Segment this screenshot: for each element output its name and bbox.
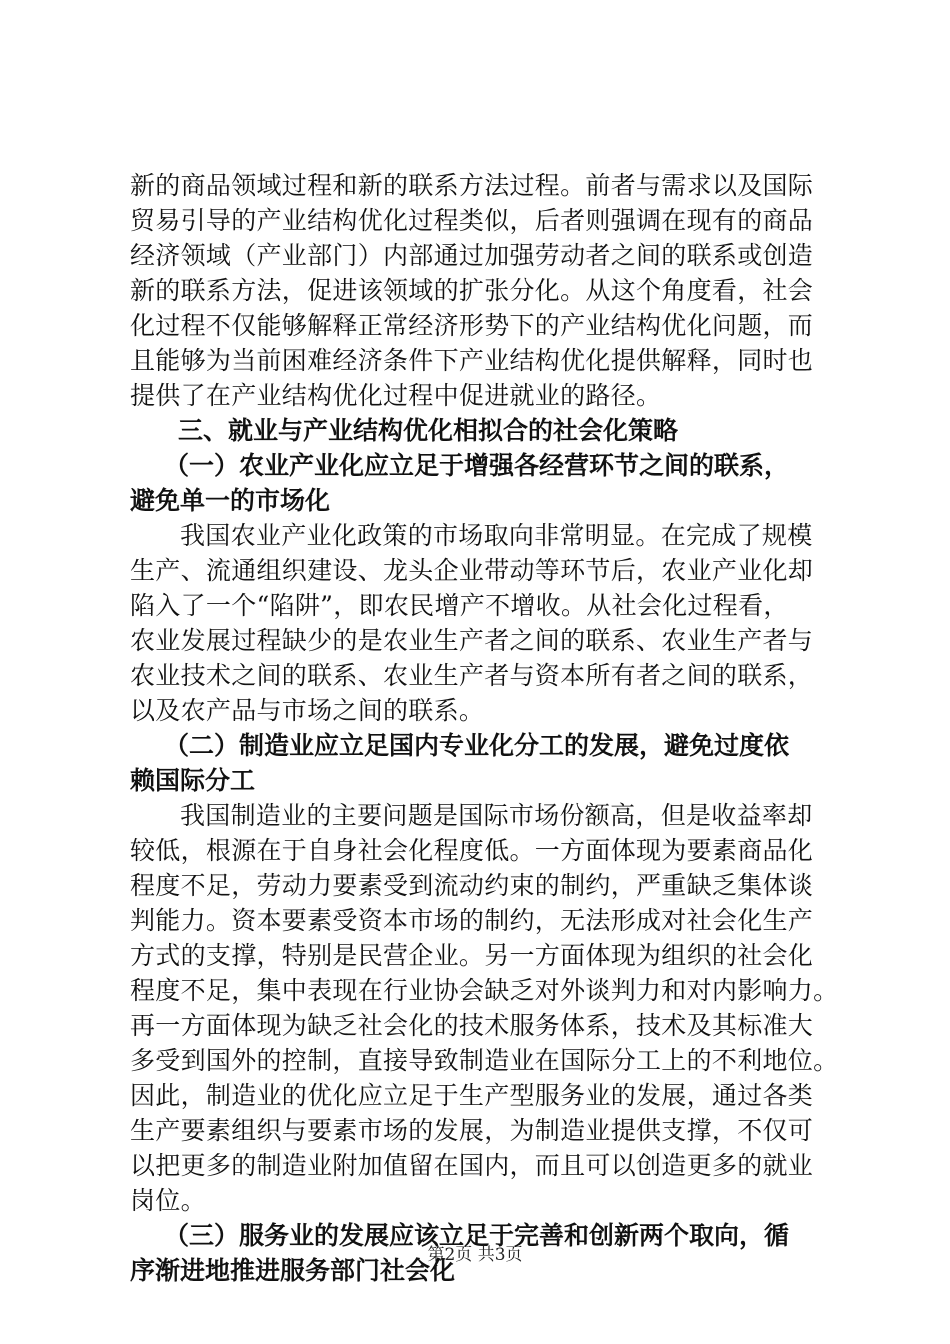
subsection-heading: （三）服务业的发展应该立足于完善和创新两个取向，循 [164,1221,790,1250]
text-line: 因此，制造业的优化应立足于生产型服务业的发展，通过各类 [130,1081,814,1110]
text-line: 我国制造业的主要问题是国际市场份额高，但是收益率却 [180,801,813,830]
subsection-heading: （二）制造业应立足国内专业化分工的发展，避免过度依 [164,731,790,760]
text-line: 以及农产品与市场之间的联系。 [130,696,485,725]
text-line: 再一方面体现为缺乏社会化的技术服务体系，技术及其标准大 [130,1011,814,1040]
text-line: 岗位。 [130,1186,206,1215]
subsection-heading: （一）农业产业化应立足于增强各经营环节之间的联系， [164,451,790,480]
text-line: 以把更多的制造业附加值留在国内，而且可以创造更多的就业 [130,1151,814,1180]
text-line: 农业技术之间的联系、农业生产者与资本所有者之间的联系， [130,661,814,690]
subsection-1 [130,448,830,728]
text-line: 判能力。资本要素受资本市场的制约，无法形成对社会化生产 [130,906,814,935]
text-line: 农业发展过程缺少的是农业生产者之间的联系、农业生产者与 [130,626,814,655]
document-body [130,168,839,1288]
text-line: 程度不足，劳动力要素受到流动约束的制约，严重缺乏集体谈 [130,871,814,900]
text-line: 新的商品领域过程和新的联系方法过程。前者与需求以及国际 [130,171,814,200]
subsection-2 [130,728,839,1218]
subsection-heading-cont: 避免单一的市场化 [130,486,331,515]
text-line: 较低，根源在于自身社会化程度低。一方面体现为要素商品化 [130,836,814,865]
text-line: 陷入了一个“陷阱”，即农民增产不增收。从社会化过程看， [130,591,789,620]
text-line: 化过程不仅能够解释正常经济形势下的产业结构优化问题，而 [130,311,814,340]
intro-paragraph [130,168,830,413]
subsection-heading-cont: 赖国际分工 [130,766,256,795]
text-line: 经济领域（产业部门）内部通过加强劳动者之间的联系或创造 [130,241,814,270]
section-heading: 三、就业与产业结构优化相拟合的社会化策略 [178,416,679,445]
text-line: 提供了在产业结构优化过程中促进就业的路径。 [130,381,662,410]
page-footer: 第2页 共3页 [427,1245,523,1265]
subsection-heading-cont: 序渐进地推进服务部门社会化 [130,1256,456,1285]
text-line: 贸易引导的产业结构优化过程类似，后者则强调在现有的商品 [130,206,814,235]
text-line: 程度不足，集中表现在行业协会缺乏对外谈判力和对内影响力。 [130,976,839,1005]
text-line: 新的联系方法，促进该领域的扩张分化。从这个角度看，社会 [130,276,814,305]
text-line: 方式的支撑，特别是民营企业。另一方面体现为组织的社会化 [130,941,814,970]
text-line: 生产要素组织与要素市场的发展，为制造业提供支撑，不仅可 [130,1116,814,1145]
text-line: 多受到国外的控制，直接导致制造业在国际分工上的不利地位。 [130,1046,839,1075]
text-line: 生产、流通组织建设、龙头企业带动等环节后，农业产业化却 [130,556,814,585]
text-line: 我国农业产业化政策的市场取向非常明显。在完成了规模 [180,521,813,550]
text-line: 且能够为当前困难经济条件下产业结构优化提供解释，同时也 [130,346,814,375]
